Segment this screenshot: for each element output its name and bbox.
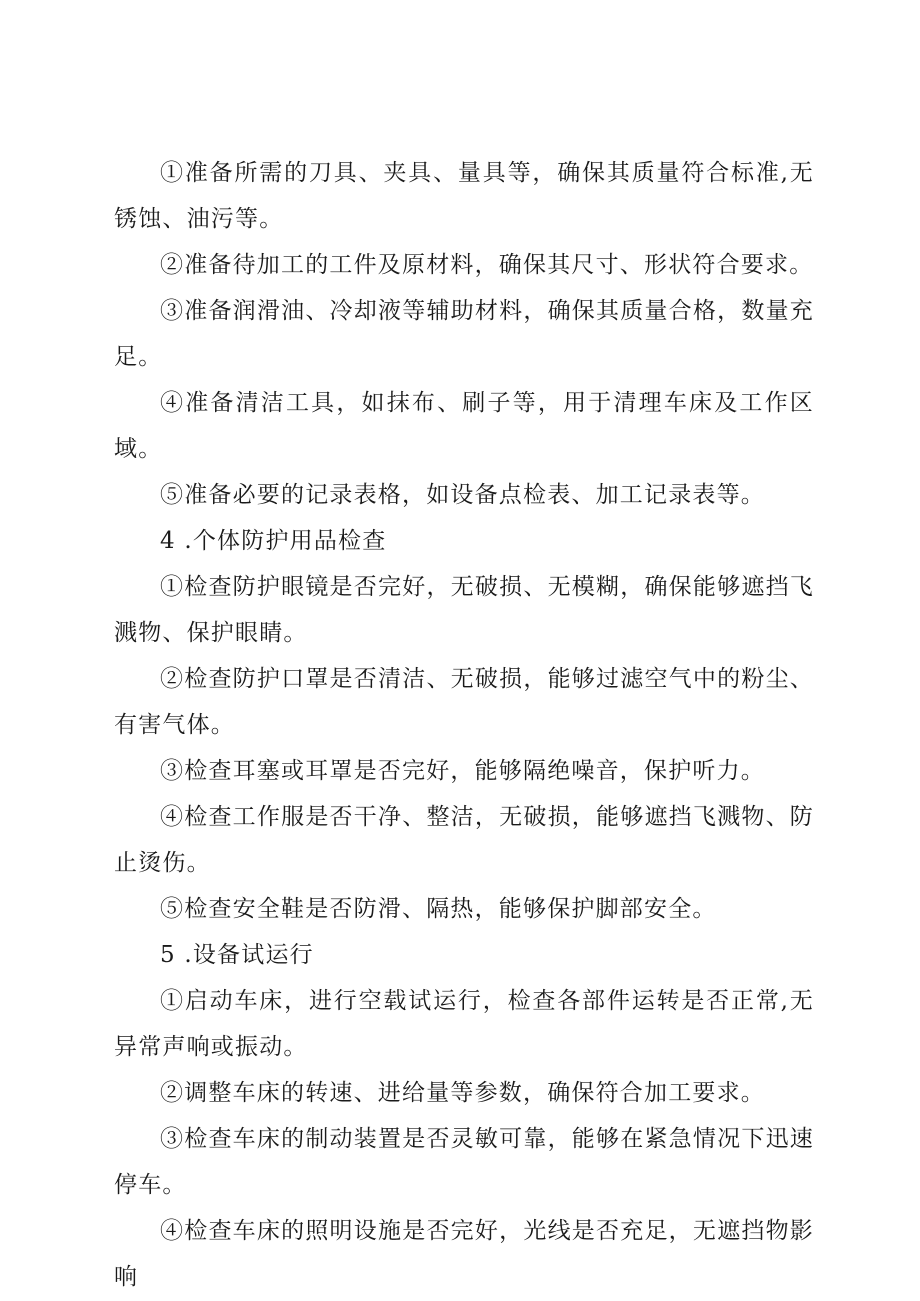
document-body xyxy=(114,150,814,1300)
paragraph-lighting-check: ④检查车床的照明设施是否完好，光线是否充足，无遮挡物影响 xyxy=(114,1218,814,1290)
paragraph-cleaning-tools: ④准备清洁工具，如抹布、刷子等，用于清理车床及工作区域。 xyxy=(114,390,814,462)
section-heading-trial-run: 5 .设备试运行 xyxy=(160,942,314,968)
paragraph-earplug-check: ③检查耳塞或耳罩是否完好，能够隔绝噪音，保护听力。 xyxy=(160,758,765,784)
paragraph-idle-run: ①启动车床，进行空载试运行，检查各部件运转是否正常,无异常声响或振动。 xyxy=(114,988,814,1060)
paragraph-goggles-check: ①检查防护眼镜是否完好，无破损、无模糊，确保能够遮挡飞溅物、保护眼睛。 xyxy=(114,574,814,646)
paragraph-brake-check: ③检查车床的制动装置是否灵敏可靠，能够在紧急情况下迅速停车。 xyxy=(114,1126,814,1198)
paragraph-parameter-adjust: ②调整车床的转速、进给量等参数，确保符合加工要求。 xyxy=(160,1080,765,1106)
paragraph-workwear-check: ④检查工作服是否干净、整洁，无破损，能够遮挡飞溅物、防止烫伤。 xyxy=(114,804,814,876)
section-heading-ppe-check: 4 .个体防护用品检查 xyxy=(160,528,387,554)
paragraph-mask-check: ②检查防护口罩是否清洁、无破损，能够过滤空气中的粉尘、有害气体。 xyxy=(114,666,814,738)
paragraph-tool-preparation: ①准备所需的刀具、夹具、量具等，确保其质量符合标准,无锈蚀、油污等。 xyxy=(114,160,814,232)
paragraph-workpiece-preparation: ②准备待加工的工件及原材料，确保其尺寸、形状符合要求。 xyxy=(160,252,814,278)
paragraph-auxiliary-materials: ③准备润滑油、冷却液等辅助材料，确保其质量合格，数量充足。 xyxy=(114,298,814,370)
paragraph-record-forms: ⑤准备必要的记录表格，如设备点检表、加工记录表等。 xyxy=(160,482,765,508)
paragraph-safety-shoes-check: ⑤检查安全鞋是否防滑、隔热，能够保护脚部安全。 xyxy=(160,896,717,922)
